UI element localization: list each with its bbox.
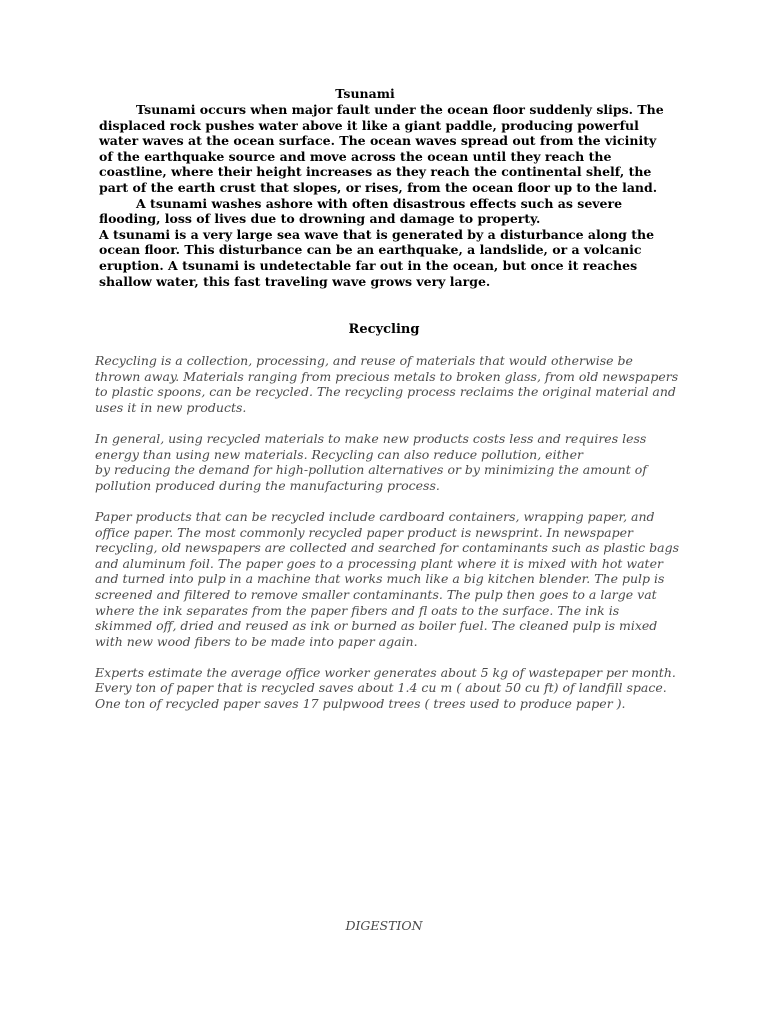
recycling-paragraph-2b: by reducing the demand for high-pollution alternatives or by minimizing the amount of pollution produced during the manufacturing process. (95, 462, 647, 493)
digestion-heading: DIGESTION (345, 918, 423, 933)
recycling-paragraph-4: Experts estimate the average office worker generates about 5 kg of wastepaper per month. Every ton of paper that is recycled saves about 1.4 cu m ( about 50 cu ft) of landfill space. One ton of recycled paper saves 17 pulpwood trees ( trees used to produce paper ). (95, 664, 676, 712)
tsunami-paragraph-2: A tsunami washes ashore with often disastrous effects such as severe flooding, loss of lives due to drowning and damage to property. (99, 195, 623, 227)
tsunami-section (99, 102, 674, 289)
recycling-paragraph-2a: In general, using recycled materials to make new products costs less and requires less energy than using new materials. Recycling can also reduce pollution, either (95, 430, 647, 462)
tsunami-paragraph-3: A tsunami is a very large sea wave that is generated by a disturbance along the ocean floor. This disturbance can be an earthquake, a landslide, or a volcanic eruption. A tsunami is undetectable far out in the ocean, but once it reaches shallow water, this fast traveling wave grows very large. (99, 226, 655, 289)
recycling-section (95, 353, 680, 727)
recycling-heading: Recycling (348, 322, 420, 337)
tsunami-heading: Tsunami (335, 86, 395, 101)
tsunami-paragraph-1: Tsunami occurs when major fault under the ocean floor suddenly slips. The displaced rock pushes water above it like a giant paddle, producing powerful water waves at the ocean surface. The ocean waves spread out from the vicinity of the earthquake source and move across the ocean until they reach the coastline, where their height increases as they reach the continental shelf, the part of the earth crust that slopes, or rises, from the ocean floor up to the land. (99, 102, 664, 195)
recycling-paragraph-1: Recycling is a collection, processing, and reuse of materials that would otherwise be thrown away. Materials ranging from precious metals to broken glass, from old newspapers to plastic spoons, can be recycled. The recycling process reclaims the original material and uses it in new products. (95, 353, 679, 415)
recycling-paragraph-3: Paper products that can be recycled include cardboard containers, wrapping paper, and office paper. The most commonly recycled paper product is newsprint. In newspaper recycling, old newspapers are collected and searched for contaminants such as plastic bags and aluminum foil. The paper goes to a processing plant where it is mixed with hot water and turned into pulp in a machine that works much like a big kitchen blender. The pulp is screened and filtered to remove smaller contaminants. The pulp then goes to a large vat where the ink separates from the paper fibers and fl oats to the surface. The ink is skimmed off, dried and reused as ink or burned as boiler fuel. The cleaned pulp is mixed with new wood fibers to be made into paper again. (95, 508, 679, 649)
